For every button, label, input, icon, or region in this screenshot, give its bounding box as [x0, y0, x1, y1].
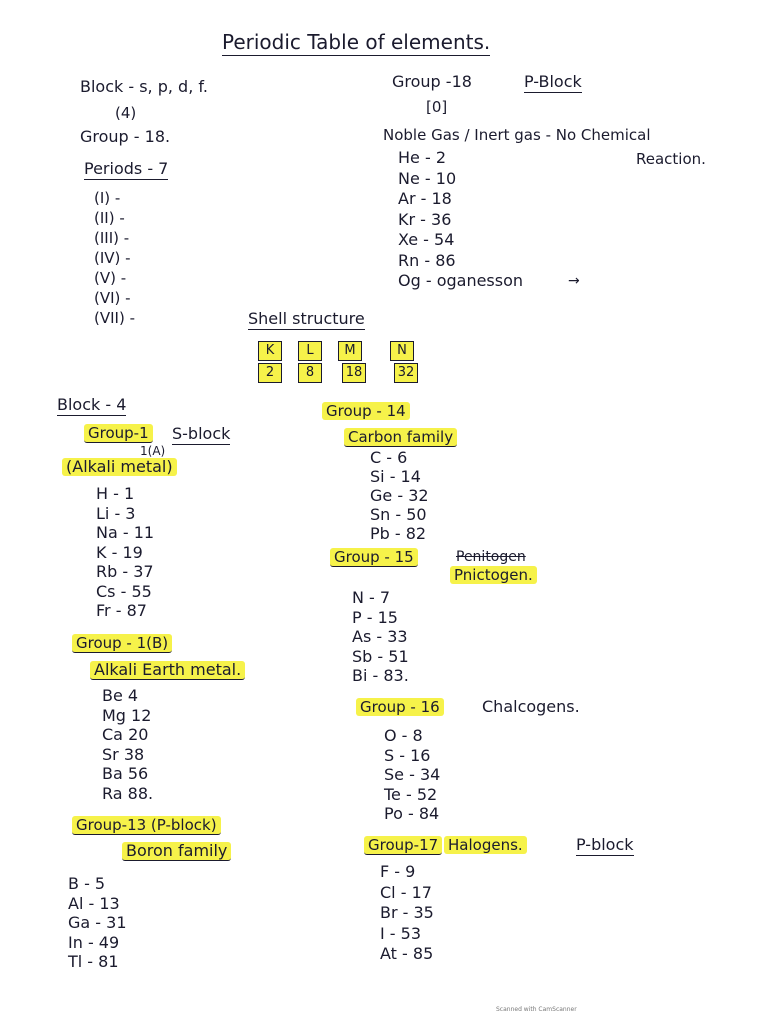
group1-title: Group-1 [84, 424, 153, 443]
element-item: Te - 52 [384, 784, 438, 804]
element-item: Li - 3 [96, 503, 136, 523]
element-item: Xe - 54 [398, 230, 455, 249]
group17-title: Group-17 [364, 836, 442, 855]
group16-element-list [384, 726, 440, 824]
element-item: Cs - 55 [96, 581, 152, 601]
group18-block: P-Block [524, 72, 582, 91]
period-item: (III) - [94, 229, 130, 247]
group16-family: Chalcogens. [482, 697, 580, 716]
shell-number: 2 [258, 363, 282, 383]
element-item: Na - 11 [96, 523, 155, 542]
element-item: As - 33 [352, 627, 408, 646]
shell-letter: L [298, 341, 322, 361]
group13-family: Boron family [122, 842, 231, 861]
periods-summary: Periods - 7 [84, 159, 169, 178]
group1-element-list [96, 484, 154, 621]
element-item: Mg 12 [102, 705, 152, 725]
page-title: Periodic Table of elements. [222, 30, 491, 54]
arrow-icon: → [568, 273, 580, 289]
element-item: H - 1 [96, 484, 135, 503]
period-list [94, 188, 135, 328]
element-item: Ga - 31 [68, 913, 127, 932]
element-item: Og - oganesson [398, 271, 524, 290]
element-item: Po - 84 [384, 804, 440, 823]
group2-element-list [102, 686, 153, 803]
group15-struck-name: Penitogen [456, 549, 526, 565]
period-item: (VII) - [94, 309, 135, 327]
element-item: At - 85 [380, 944, 434, 963]
shell-letter: K [258, 341, 282, 361]
element-item: Ca 20 [102, 725, 149, 744]
group14-element-list [370, 448, 429, 543]
group13-element-list [68, 874, 127, 972]
element-item: Si - 14 [370, 467, 421, 486]
element-item: Ba 56 [102, 764, 149, 783]
element-item: Pb - 82 [370, 524, 427, 543]
group14-title: Group - 14 [322, 402, 410, 420]
element-item: Rn - 86 [398, 250, 456, 270]
shell-number: 8 [298, 363, 322, 383]
group15-element-list [352, 588, 409, 686]
group1-sub: 1(A) [140, 444, 166, 458]
element-item: Bi - 83. [352, 666, 409, 685]
block4-heading: Block - 4 [57, 395, 127, 414]
element-item: I - 53 [380, 923, 422, 943]
period-item: (II) - [94, 209, 125, 227]
group15-title: Group - 15 [330, 548, 418, 567]
element-item: S - 16 [384, 745, 431, 765]
element-item: Br - 35 [380, 903, 434, 922]
group13-title: Group-13 (P-block) [72, 816, 221, 835]
element-item: P - 15 [352, 607, 398, 627]
element-item: Be 4 [102, 686, 139, 705]
shell-number: 18 [342, 363, 366, 383]
element-item: Tl - 81 [68, 952, 119, 971]
period-item: (IV) - [94, 249, 131, 267]
element-item: Ne - 10 [398, 168, 457, 188]
shell-letter: M [338, 341, 362, 361]
group2-family: Alkali Earth metal. [90, 661, 245, 680]
shell-structure-title: Shell structure [248, 309, 365, 328]
element-item: Ar - 18 [398, 189, 452, 208]
element-item: In - 49 [68, 932, 120, 952]
period-item: (I) - [94, 189, 121, 207]
element-item: Ge - 32 [370, 486, 429, 505]
group15-family: Pnictogen. [450, 566, 537, 584]
element-item: Rb - 37 [96, 562, 154, 581]
element-item: O - 8 [384, 726, 423, 745]
group17-element-list [380, 862, 434, 965]
period-item: (VI) - [94, 289, 131, 307]
block-summary: Block - s, p, d, f. [80, 77, 208, 96]
group-summary: Group - 18. [80, 127, 171, 146]
element-item: Ra 88. [102, 783, 154, 803]
element-item: Cl - 17 [380, 882, 432, 902]
group18-description: Noble Gas / Inert gas - No Chemical [383, 126, 651, 144]
element-item: Sb - 51 [352, 646, 409, 666]
element-item: N - 7 [352, 588, 391, 607]
period-item: (V) - [94, 269, 127, 287]
element-item: Fr - 87 [96, 601, 147, 620]
element-item: F - 9 [380, 862, 416, 881]
element-item: C - 6 [370, 448, 408, 467]
element-item: Sr 38 [102, 744, 145, 764]
element-item: Sn - 50 [370, 505, 427, 524]
group18-title: Group -18 [392, 72, 472, 91]
group17-family: Halogens. [444, 836, 527, 854]
element-item: B - 5 [68, 874, 106, 893]
group18-description-cont: Reaction. [636, 150, 706, 168]
scanner-watermark: Scanned with CamScanner [496, 1006, 577, 1013]
element-item: Kr - 36 [398, 209, 452, 229]
group1-family: (Alkali metal) [62, 458, 177, 476]
group14-family: Carbon family [344, 428, 457, 447]
shell-letter: N [390, 341, 414, 361]
element-item: Al - 13 [68, 893, 120, 913]
element-item: K - 19 [96, 542, 143, 562]
group1-block: S-block [172, 424, 231, 443]
group18-element-list [398, 148, 523, 292]
group16-title: Group - 16 [356, 698, 444, 716]
shell-number: 32 [394, 363, 418, 383]
element-item: He - 2 [398, 148, 446, 167]
group18-code: [0] [426, 98, 448, 116]
group2-title: Group - 1(B) [72, 634, 172, 653]
block-count: (4) [115, 104, 137, 122]
element-item: Se - 34 [384, 765, 441, 784]
group17-block: P-block [576, 835, 634, 854]
